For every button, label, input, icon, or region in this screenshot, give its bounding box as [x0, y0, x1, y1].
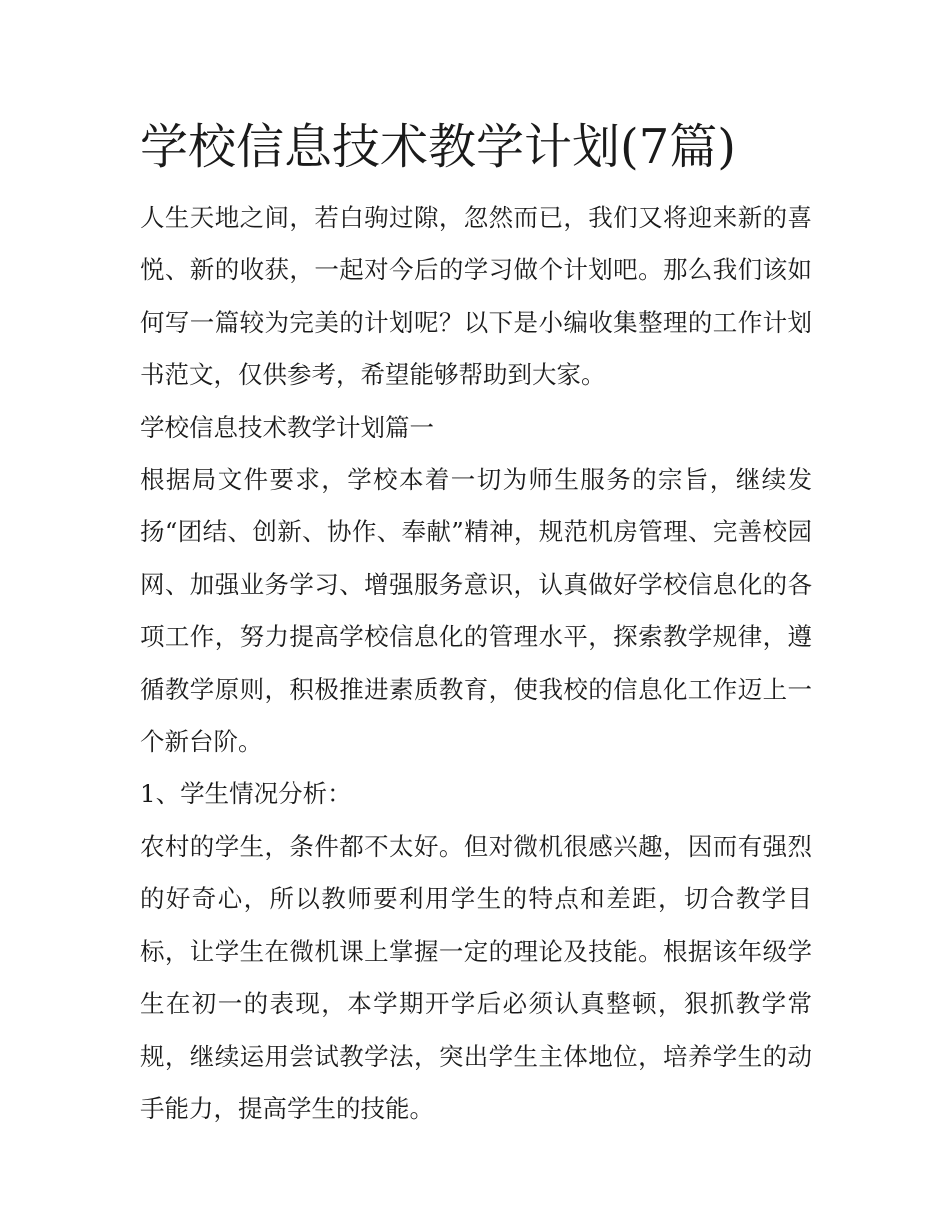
- intro-paragraph: 人生天地之间，若白驹过隙，忽然而已，我们又将迎来新的喜悦、新的收获，一起对今后的学习做个计划吧。那么我们该如何写一篇较为完美的计划呢？以下是小编收集整理的工作计划书范文，仅供参考，希望能够帮助到大家。: [140, 203, 812, 390]
- document-title: 学校信息技术教学计划(7篇): [140, 119, 736, 175]
- section-paragraph: 根据局文件要求，学校本着一切为师生服务的宗旨，继续发扬“团结、创新、协作、奉献”精神，规范机房管理、完善校园网、加强业务学习、增强服务意识，认真做好学校信息化的各项工作，努力提高学校信息化的管理水平，探索教学规律，遵循教学原则，积极推进素质教育，使我校的信息化工作迈上一个新台阶。: [140, 465, 812, 757]
- subheading-student-analysis: 1、学生情况分析：: [140, 779, 352, 809]
- document-body: [140, 112, 812, 1135]
- student-analysis-paragraph: 农村的学生，条件都不太好。但对微机很感兴趣，因而有强烈的好奇心，所以教师要利用学生的特点和差距，切合教学目标，让学生在微机课上掌握一定的理论及技能。根据该年级学生在初一的表现，本学期开学后必须认真整顿，狠抓教学常规，继续运用尝试教学法，突出学生主体地位，培养学生的动手能力，提高学生的技能。: [140, 831, 812, 1123]
- section-heading: 学校信息技术教学计划篇一: [140, 412, 434, 442]
